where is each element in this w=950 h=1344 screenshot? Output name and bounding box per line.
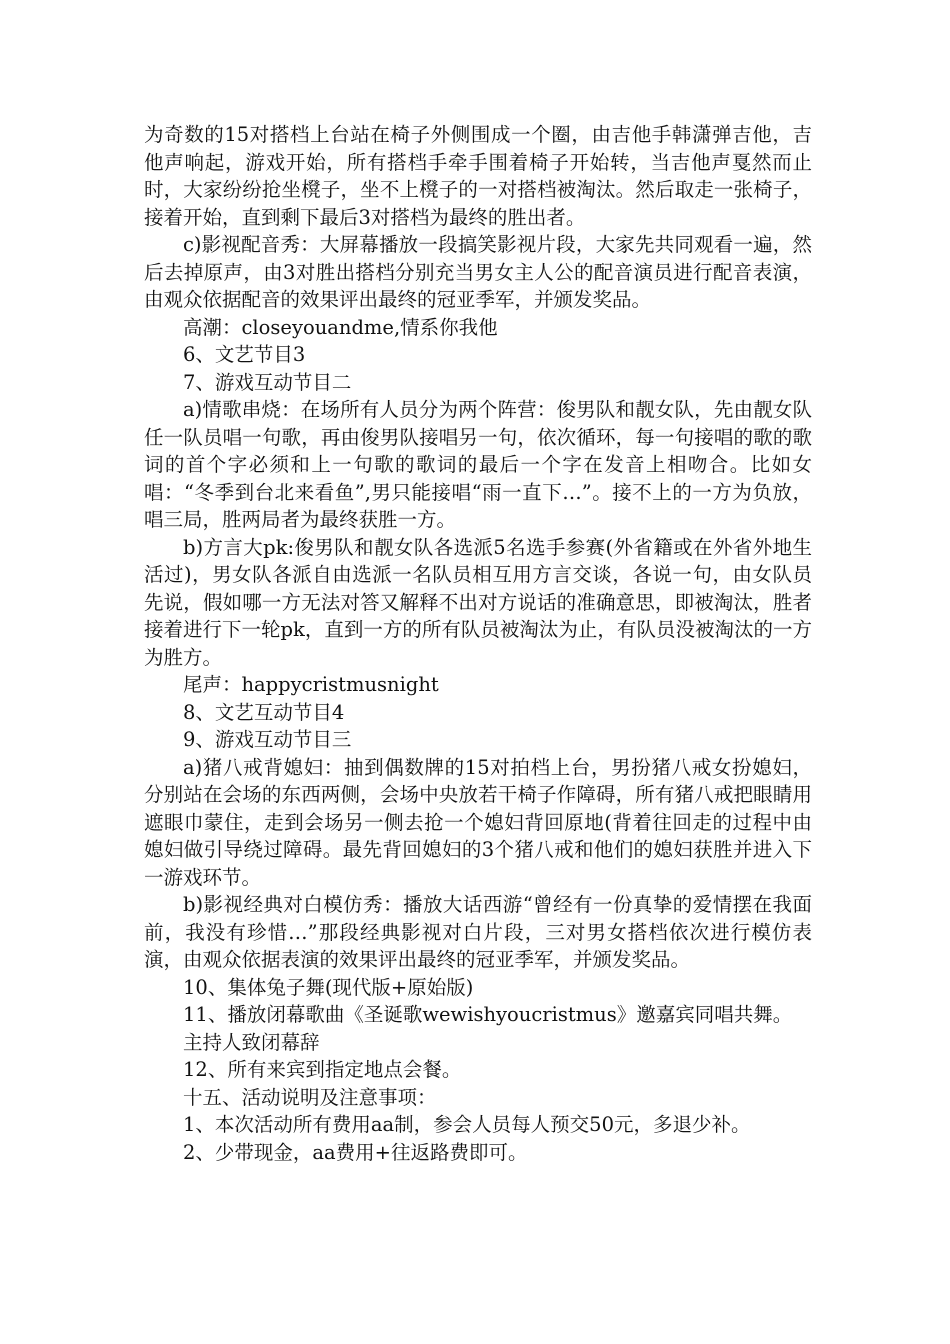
paragraph-dialogue-imitation: b)影视经典对白模仿秀：播放大话西游“曾经有一份真挚的爱情摆在我面前，我没有珍惜…”那段经典影视对白片段，三对男女搭档依次进行模仿表演，由观众依据表演的效果评出最终的冠亚季军，并颁发奖品。 <box>144 893 812 971</box>
paragraph-item-8: 8、文艺互动节目4 <box>183 700 345 724</box>
paragraph-item-6: 6、文艺节目3 <box>183 343 306 366</box>
paragraph-closing-speech: 主持人致闭幕辞 <box>183 1030 320 1054</box>
paragraph-ending: 尾声：happycristmusnight <box>183 673 439 696</box>
paragraph-song-relay: a)情歌串烧：在场所有人员分为两个阵营：俊男队和靓女队，先由靓女队任一队员唱一句歌，再由俊男队接唱另一句，依次循环，每一句接唱的歌的歌词的首个字必须和上一句歌的歌词的最后一个字在发音上相吻合。比如女唱：“冬季到台北来看鱼”,男只能接唱“雨一直下…”。接不上的一方为负放，唱三局，胜两局者为最终获胜一方。 <box>144 398 812 531</box>
paragraph-climax: 高潮：closeyouandme,情系你我他 <box>183 315 498 339</box>
paragraph-item-9: 9、游戏互动节目三 <box>183 728 352 751</box>
paragraph-item-12: 12、所有来宾到指定地点会餐。 <box>183 1058 462 1081</box>
paragraph-dubbing-show: c)影视配音秀：大屏幕播放一段搞笑影视片段，大家先共同观看一遍，然后去掉原声，由3对胜出搭档分别充当男女主人公的配音演员进行配音表演，由观众依据配音的效果评出最终的冠亚季军，并颁发奖品。 <box>144 233 812 311</box>
paragraph-continuation: 为奇数的15对搭档上台站在椅子外侧围成一个圈，由吉他手韩潇弹吉他，吉他声响起，游戏开始，所有搭档手牵手围着椅子开始转，当吉他声戛然而止时，大家纷纷抢坐櫈子，坐不上櫈子的一对搭档被淘汰。然后取走一张椅子，接着开始，直到剩下最后3对搭档为最终的胜出者。 <box>144 123 812 229</box>
paragraph-note-1: 1、本次活动所有费用aa制，参会人员每人预交50元，多退少补。 <box>183 1113 751 1136</box>
paragraph-zhubajie-game: a)猪八戒背媳妇：抽到偶数牌的15对拍档上台，男扮猪八戒女扮媳妇，分别站在会场的东西两侧，会场中央放若干椅子作障碍，所有猪八戒把眼睛用遮眼巾蒙住，走到会场另一侧去抢一个媳妇背回原地(背着往回走的过程中由媳妇做引导绕过障碍。最先背回媳妇的3个猪八戒和他们的媳妇获胜并进入下一游戏环节。 <box>144 755 812 889</box>
paragraph-item-10: 10、集体兔子舞(现代版+原始版) <box>183 975 474 999</box>
paragraph-item-7: 7、游戏互动节目二 <box>183 370 352 394</box>
paragraph-item-11: 11、播放闭幕歌曲《圣诞歌wewishyoucristmus》邀嘉宾同唱共舞。 <box>183 1003 793 1026</box>
paragraph-section-15: 十五、活动说明及注意事项： <box>183 1085 437 1109</box>
paragraph-note-2: 2、少带现金，aa费用+往返路费即可。 <box>183 1140 528 1164</box>
document-body <box>144 121 812 1166</box>
paragraph-dialect-pk: b)方言大pk:俊男队和靓女队各选派5名选手参赛(外省籍或在外省外地生活过)，男女队各派自由选派一名队员相互用方言交谈，各说一句，由女队员先说，假如哪一方无法对答又解释不出对方说话的准确意思，即被淘汰，胜者接着进行下一轮pk，直到一方的所有队员被淘汰为止，有队员没被淘汰的一方为胜方。 <box>144 535 812 669</box>
